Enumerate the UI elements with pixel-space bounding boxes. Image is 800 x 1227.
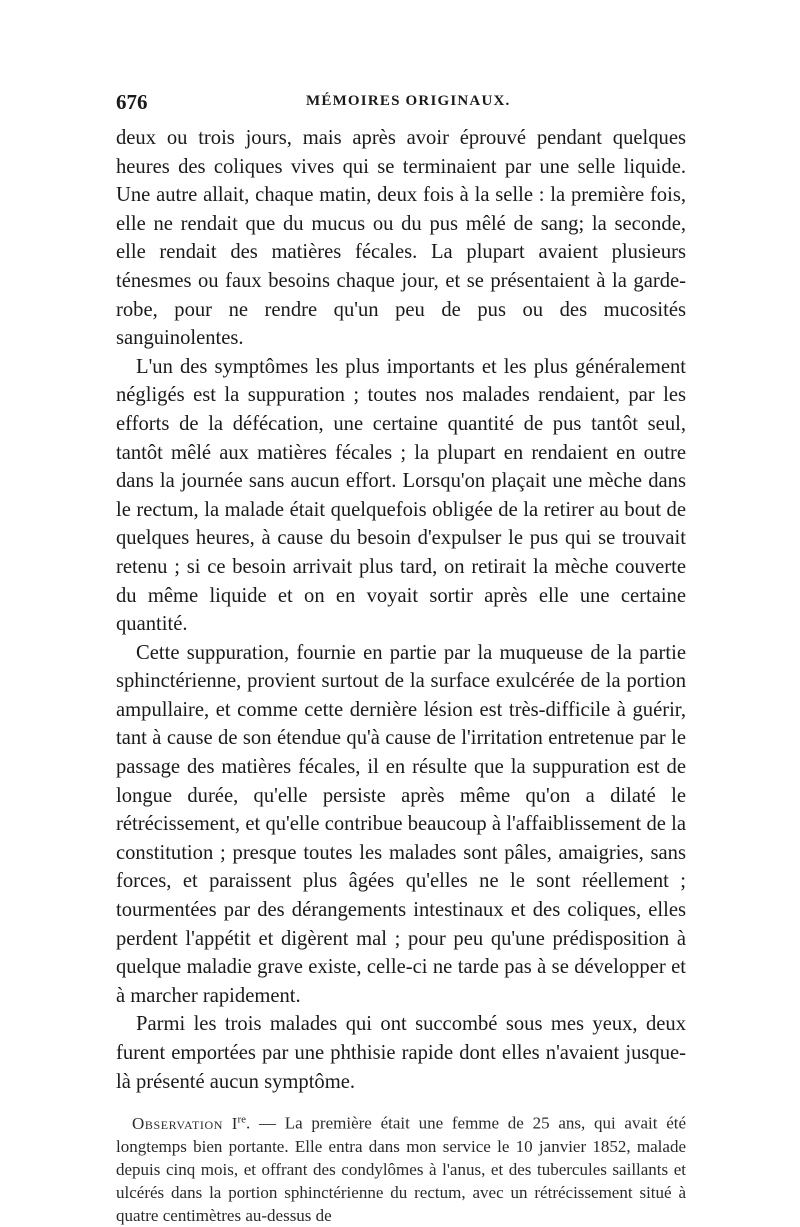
observation-separator: . — (246, 1113, 277, 1133)
observation-text: La première était une femme de 25 ans, qui avait été longtemps bien portante. Elle entra dans mon service le 10 janvier 1852, malade depuis cinq mois, et offrant des condylômes à l'anus, et des tubercules saillants et ulcérés dans la portion sphinctérienne du rectum, avec un rétrécissement situé à quatre centimètres au-dessus de (116, 1113, 687, 1225)
observation-number (232, 1114, 246, 1133)
paragraph: Parmi les trois malades qui ont succombé sous mes yeux, deux furent emportées par une phthisie rapide dont elles n'avaient jusque-là présenté aucun symptôme. (116, 1013, 686, 1093)
observation-number-suffix: re (237, 1113, 247, 1126)
paragraph: Cette suppuration, fournie en partie par la muqueuse de la partie sphinctérienne, provient surtout de la surface exulcérée de la portion ampullaire, et comme cette dernière lésion est très-difficile à guérir, tant à cause de son étendue qu'à cause de l'irritation entretenue par le passage des matières fécales, il en résulte que la suppuration est de longue durée, qu'elle persiste après même qu'on a dilaté le rétrécissement, et qu'elle contribue beaucoup à l'affaiblissement de la constitution ; presque toutes les malades sont pâles, amaigries, sans forces, et paraissent plus âgées qu'elles ne le sont réellement ; tourmentées par des dérangements intestinaux et des coliques, elles perdent l'appétit et digèrent mal ; pour peu qu'une prédisposition à quelque maladie grave existe, celle-ci ne tarde pas à se développer et à marcher rapidement. (116, 641, 686, 1007)
paragraph: deux ou trois jours, mais après avoir éprouvé pendant quelques heures des coliques vives qui se terminaient par une selle liquide. Une autre allait, chaque matin, deux fois à la selle : la première fois, elle ne rendait que du mucus ou du pus mêlé de sang; la seconde, elle rendait des matières fécales. La plupart avaient plusieurs ténesmes ou faux besoins chaque jour, et se présentaient à la garde-robe, pour ne rendre qu'un peu de pus ou des mucosités sanguinolentes. (116, 127, 686, 350)
page-header (116, 90, 686, 124)
observation-label: Observation (132, 1113, 224, 1133)
running-head: MÉMOIRES ORIGINAUX. (306, 93, 511, 109)
paragraph: L'un des symptômes les plus importants et les plus généralement négligés est la suppuration ; toutes nos malades rendaient, par les efforts de la défécation, une certaine quantité de pus tantôt seul, tantôt mêlé aux matières fécales ; la plupart en rendaient en outre dans la journée sans aucun effort. Lorsqu'on plaçait une mèche dans le rectum, la malade était quelquefois obligée de la retirer au bout de quelques heures, à cause du besoin d'expulser le pus qui se trouvait retenu ; si ce besoin arrivait plus tard, on retirait la mèche couverte du même liquide et on en voyait sortir après elle une certaine quantité. (116, 355, 686, 636)
observation-number-value: I (231, 1113, 238, 1133)
observation-note (116, 1108, 686, 1227)
page-number: 676 (116, 90, 148, 114)
page (116, 90, 686, 1227)
body-text (116, 124, 686, 1096)
